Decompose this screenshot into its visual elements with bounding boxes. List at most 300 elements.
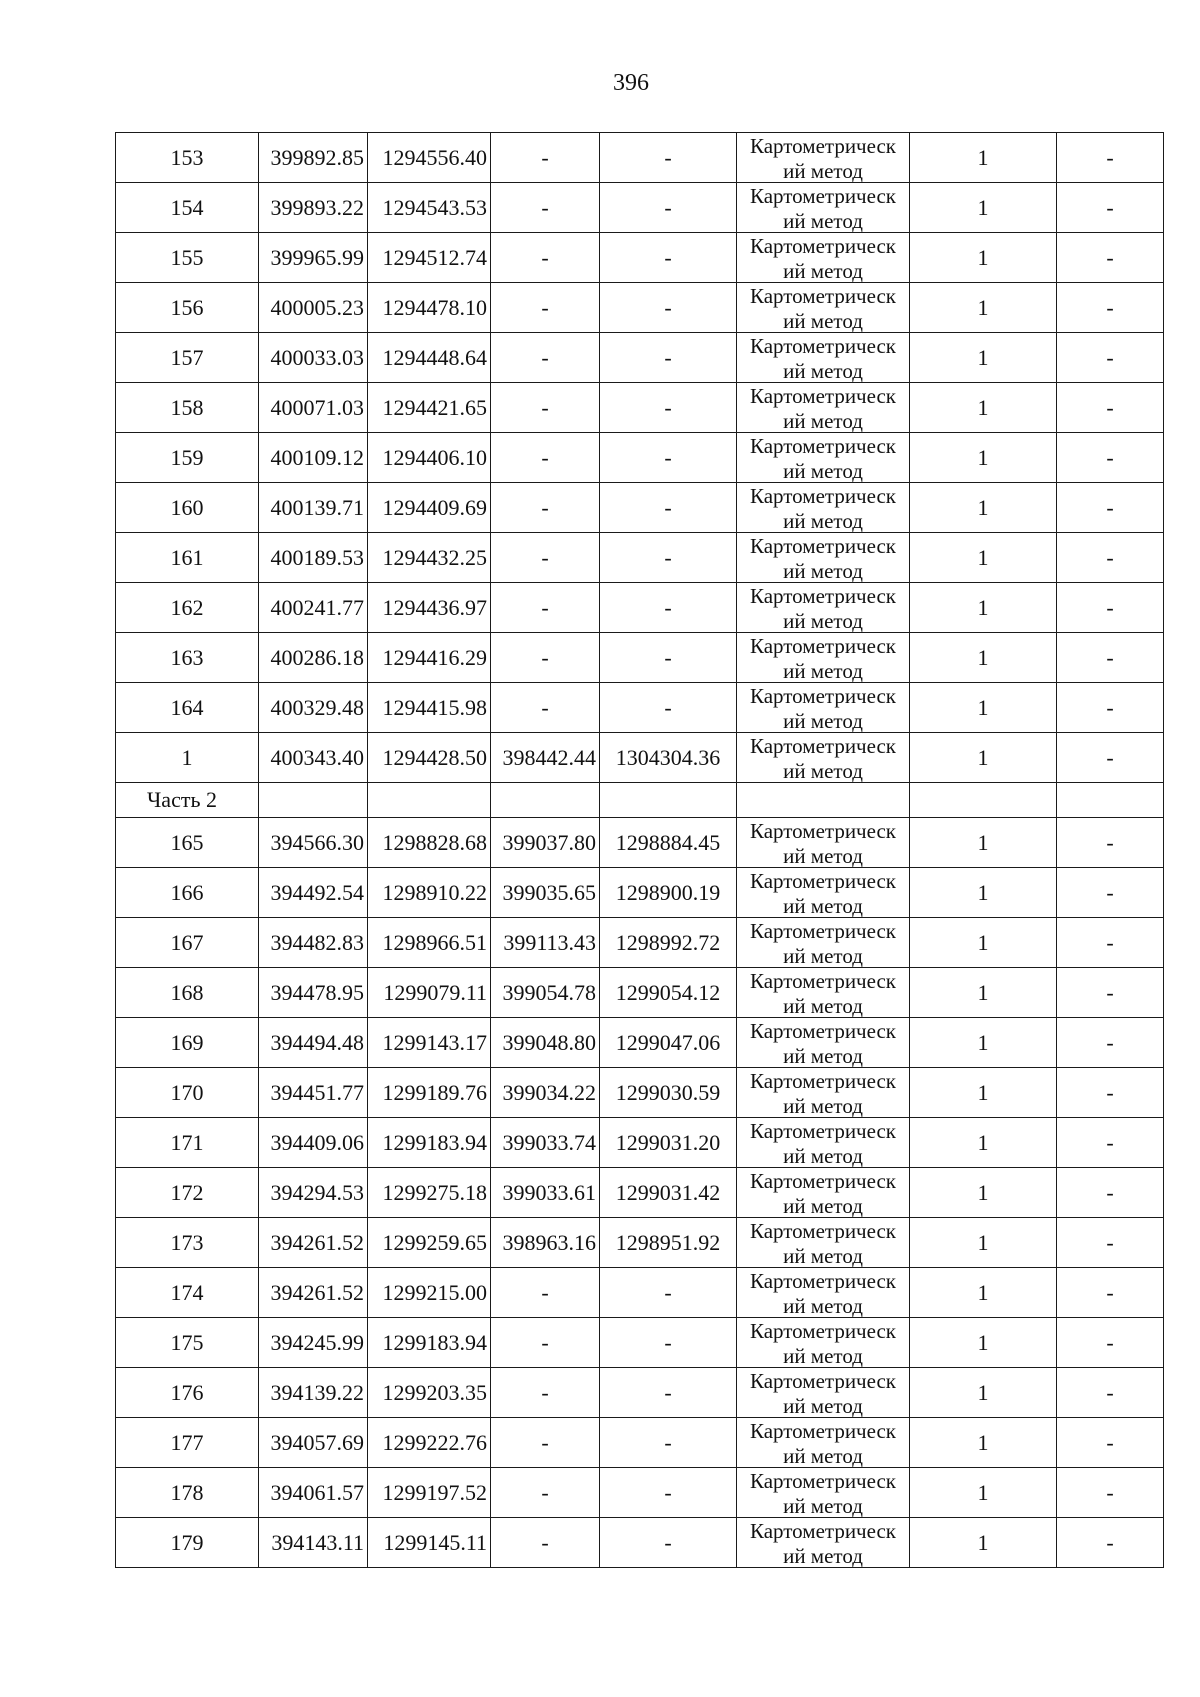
method-line: ий метод [783, 843, 863, 867]
y1-coordinate-cell: 1294448.64 [368, 333, 491, 383]
method-cell [737, 1318, 910, 1368]
point-number-cell: 167 [116, 918, 259, 968]
note-cell: - [1057, 1168, 1164, 1218]
table-row [116, 383, 1164, 433]
y1-coordinate-cell: 1294421.65 [368, 383, 491, 433]
y2-coordinate-cell: - [600, 633, 737, 683]
method-line: Картометрическ [750, 1018, 896, 1043]
method-line: Картометрическ [750, 1418, 896, 1443]
x1-coordinate-cell: 400189.53 [259, 533, 368, 583]
method-line: Картометрическ [750, 1068, 896, 1093]
accuracy-cell: 1 [910, 433, 1057, 483]
accuracy-cell: 1 [910, 583, 1057, 633]
method-cell [737, 1118, 910, 1168]
accuracy-cell: 1 [910, 868, 1057, 918]
accuracy-cell: 1 [910, 633, 1057, 683]
coordinates-table [115, 132, 1164, 1568]
y2-coordinate-cell: - [600, 183, 737, 233]
method-cell [737, 333, 910, 383]
method-text [737, 284, 909, 332]
method-cell [737, 818, 910, 868]
method-text [737, 1169, 909, 1217]
method-cell [737, 1068, 910, 1118]
x2-coordinate-cell: - [491, 133, 600, 183]
point-number-cell: 160 [116, 483, 259, 533]
accuracy-cell: 1 [910, 818, 1057, 868]
y1-coordinate-cell: 1294543.53 [368, 183, 491, 233]
method-text [737, 534, 909, 582]
note-cell: - [1057, 133, 1164, 183]
method-text [737, 584, 909, 632]
point-number-cell: 157 [116, 333, 259, 383]
method-line: ий метод [783, 758, 863, 782]
x1-coordinate-cell: 394478.95 [259, 968, 368, 1018]
y2-coordinate-cell: - [600, 133, 737, 183]
x1-coordinate-cell: 399892.85 [259, 133, 368, 183]
note-cell: - [1057, 383, 1164, 433]
y1-coordinate-cell: 1294406.10 [368, 433, 491, 483]
y2-coordinate-cell: - [600, 333, 737, 383]
method-text [737, 634, 909, 682]
accuracy-cell: 1 [910, 918, 1057, 968]
method-text [737, 819, 909, 867]
accuracy-cell: 1 [910, 1318, 1057, 1368]
method-line: ий метод [783, 1343, 863, 1367]
accuracy-cell: 1 [910, 1268, 1057, 1318]
method-line: ий метод [783, 1243, 863, 1267]
accuracy-cell: 1 [910, 1368, 1057, 1418]
method-line: ий метод [783, 1093, 863, 1117]
accuracy-cell: 1 [910, 233, 1057, 283]
accuracy-cell: 1 [910, 968, 1057, 1018]
y1-coordinate-cell: 1299183.94 [368, 1118, 491, 1168]
x2-coordinate-cell: - [491, 633, 600, 683]
point-number-cell: 164 [116, 683, 259, 733]
method-text [737, 734, 909, 782]
method-text [737, 1469, 909, 1517]
note-cell: - [1057, 1468, 1164, 1518]
table-row [116, 918, 1164, 968]
y1-coordinate-cell: 1299145.11 [368, 1518, 491, 1568]
table-row [116, 968, 1164, 1018]
x1-coordinate-cell: 400139.71 [259, 483, 368, 533]
point-number-cell: 177 [116, 1418, 259, 1468]
method-cell [737, 1168, 910, 1218]
note-cell: - [1057, 483, 1164, 533]
method-text [737, 484, 909, 532]
y1-coordinate-cell: 1294432.25 [368, 533, 491, 583]
y2-coordinate-cell: - [600, 683, 737, 733]
accuracy-cell: 1 [910, 1168, 1057, 1218]
method-line: ий метод [783, 358, 863, 382]
y2-coordinate-cell: - [600, 1468, 737, 1518]
x2-coordinate-cell: - [491, 1268, 600, 1318]
x1-coordinate-cell: 400109.12 [259, 433, 368, 483]
x2-coordinate-cell: 399033.61 [491, 1168, 600, 1218]
table-row [116, 483, 1164, 533]
x2-coordinate-cell: - [491, 183, 600, 233]
method-text [737, 1119, 909, 1167]
method-line: ий метод [783, 658, 863, 682]
method-cell [737, 968, 910, 1018]
method-text [737, 869, 909, 917]
x1-coordinate-cell: 400033.03 [259, 333, 368, 383]
method-cell [737, 733, 910, 783]
table-row [116, 1468, 1164, 1518]
method-cell [737, 183, 910, 233]
method-line: ий метод [783, 558, 863, 582]
accuracy-cell: 1 [910, 1118, 1057, 1168]
method-line: Картометрическ [750, 1268, 896, 1293]
point-number-cell: 156 [116, 283, 259, 333]
empty-cell [910, 783, 1057, 818]
y2-coordinate-cell: - [600, 283, 737, 333]
point-number-cell: 154 [116, 183, 259, 233]
method-line: ий метод [783, 893, 863, 917]
method-line: Картометрическ [750, 1368, 896, 1393]
method-text [737, 969, 909, 1017]
note-cell: - [1057, 1068, 1164, 1118]
note-cell: - [1057, 1318, 1164, 1368]
method-text [737, 1069, 909, 1117]
x1-coordinate-cell: 400329.48 [259, 683, 368, 733]
note-cell: - [1057, 433, 1164, 483]
x1-coordinate-cell: 394143.11 [259, 1518, 368, 1568]
method-text [737, 184, 909, 232]
method-cell [737, 683, 910, 733]
note-cell: - [1057, 1368, 1164, 1418]
accuracy-cell: 1 [910, 1218, 1057, 1268]
y1-coordinate-cell: 1294415.98 [368, 683, 491, 733]
method-cell [737, 1268, 910, 1318]
point-number-cell: 176 [116, 1368, 259, 1418]
method-line: Картометрическ [750, 133, 896, 158]
y2-coordinate-cell: - [600, 1418, 737, 1468]
y2-coordinate-cell: - [600, 483, 737, 533]
page-number: 396 [613, 70, 649, 96]
x1-coordinate-cell: 394566.30 [259, 818, 368, 868]
method-cell [737, 1518, 910, 1568]
y1-coordinate-cell: 1294416.29 [368, 633, 491, 683]
point-number-cell: 173 [116, 1218, 259, 1268]
table-row [116, 683, 1164, 733]
y2-coordinate-cell: 1299047.06 [600, 1018, 737, 1068]
accuracy-cell: 1 [910, 283, 1057, 333]
table-row [116, 533, 1164, 583]
method-cell [737, 1468, 910, 1518]
method-text [737, 1219, 909, 1267]
point-number-cell: 170 [116, 1068, 259, 1118]
table-row [116, 1318, 1164, 1368]
method-line: ий метод [783, 608, 863, 632]
table-row [116, 333, 1164, 383]
accuracy-cell: 1 [910, 1018, 1057, 1068]
note-cell: - [1057, 968, 1164, 1018]
table-row [116, 233, 1164, 283]
y2-coordinate-cell: 1298884.45 [600, 818, 737, 868]
method-line: Картометрическ [750, 383, 896, 408]
table-section-part-header [116, 783, 1164, 818]
x2-coordinate-cell: - [491, 583, 600, 633]
table-row [116, 868, 1164, 918]
method-line: Картометрическ [750, 283, 896, 308]
method-text [737, 334, 909, 382]
method-line: ий метод [783, 708, 863, 732]
method-cell [737, 1218, 910, 1268]
point-number-cell: 174 [116, 1268, 259, 1318]
y1-coordinate-cell: 1298828.68 [368, 818, 491, 868]
table-row [116, 583, 1164, 633]
note-cell: - [1057, 868, 1164, 918]
method-text [737, 919, 909, 967]
accuracy-cell: 1 [910, 183, 1057, 233]
accuracy-cell: 1 [910, 683, 1057, 733]
point-number-cell: 166 [116, 868, 259, 918]
point-number-cell: 162 [116, 583, 259, 633]
point-number-cell: 159 [116, 433, 259, 483]
table-section-part2 [116, 818, 1164, 1568]
y2-coordinate-cell: 1298992.72 [600, 918, 737, 968]
method-line: ий метод [783, 308, 863, 332]
y2-coordinate-cell: 1299031.20 [600, 1118, 737, 1168]
y2-coordinate-cell: - [600, 233, 737, 283]
method-cell [737, 633, 910, 683]
x1-coordinate-cell: 400286.18 [259, 633, 368, 683]
method-line: Картометрическ [750, 433, 896, 458]
x1-coordinate-cell: 394482.83 [259, 918, 368, 968]
x1-coordinate-cell: 394494.48 [259, 1018, 368, 1068]
note-cell: - [1057, 1268, 1164, 1318]
note-cell: - [1057, 918, 1164, 968]
method-cell [737, 868, 910, 918]
x1-coordinate-cell: 394409.06 [259, 1118, 368, 1168]
x2-coordinate-cell: 399033.74 [491, 1118, 600, 1168]
x2-coordinate-cell: 398963.16 [491, 1218, 600, 1268]
y1-coordinate-cell: 1294409.69 [368, 483, 491, 533]
note-cell: - [1057, 583, 1164, 633]
method-line: ий метод [783, 1143, 863, 1167]
x2-coordinate-cell: 399034.22 [491, 1068, 600, 1118]
method-line: Картометрическ [750, 1118, 896, 1143]
method-cell [737, 233, 910, 283]
method-text [737, 1269, 909, 1317]
x2-coordinate-cell: - [491, 533, 600, 583]
accuracy-cell: 1 [910, 733, 1057, 783]
note-cell: - [1057, 633, 1164, 683]
method-cell [737, 1018, 910, 1068]
note-cell: - [1057, 233, 1164, 283]
note-cell: - [1057, 1118, 1164, 1168]
point-number-cell: 169 [116, 1018, 259, 1068]
method-line: Картометрическ [750, 1218, 896, 1243]
table-row [116, 1218, 1164, 1268]
point-number-cell: 1 [116, 733, 259, 783]
x2-coordinate-cell: - [491, 233, 600, 283]
table-row [116, 1268, 1164, 1318]
y2-coordinate-cell: - [600, 533, 737, 583]
method-line: Картометрическ [750, 183, 896, 208]
point-number-cell: 161 [116, 533, 259, 583]
method-cell [737, 483, 910, 533]
method-line: ий метод [783, 258, 863, 282]
point-number-cell: 172 [116, 1168, 259, 1218]
method-cell [737, 583, 910, 633]
x2-coordinate-cell: - [491, 383, 600, 433]
x1-coordinate-cell: 399965.99 [259, 233, 368, 283]
note-cell: - [1057, 1518, 1164, 1568]
point-number-cell: 165 [116, 818, 259, 868]
method-text [737, 384, 909, 432]
method-line: ий метод [783, 1393, 863, 1417]
empty-cell [259, 783, 368, 818]
method-line: Картометрическ [750, 918, 896, 943]
x2-coordinate-cell: - [491, 1418, 600, 1468]
y1-coordinate-cell: 1299222.76 [368, 1418, 491, 1468]
point-number-cell: 153 [116, 133, 259, 183]
y2-coordinate-cell: 1298951.92 [600, 1218, 737, 1268]
method-line: ий метод [783, 158, 863, 182]
method-line: Картометрическ [750, 1318, 896, 1343]
table-row [116, 1518, 1164, 1568]
note-cell: - [1057, 1418, 1164, 1468]
method-line: ий метод [783, 208, 863, 232]
y1-coordinate-cell: 1299197.52 [368, 1468, 491, 1518]
method-line: Картометрическ [750, 1518, 896, 1543]
method-line: ий метод [783, 1493, 863, 1517]
method-text [737, 1319, 909, 1367]
method-line: Картометрическ [750, 968, 896, 993]
empty-cell [491, 783, 600, 818]
empty-cell [737, 783, 910, 818]
x2-coordinate-cell: - [491, 483, 600, 533]
method-cell [737, 133, 910, 183]
y1-coordinate-cell: 1299259.65 [368, 1218, 491, 1268]
y1-coordinate-cell: 1299215.00 [368, 1268, 491, 1318]
y2-coordinate-cell: - [600, 433, 737, 483]
y1-coordinate-cell: 1299079.11 [368, 968, 491, 1018]
table-row [116, 1418, 1164, 1468]
y2-coordinate-cell: 1299054.12 [600, 968, 737, 1018]
y2-coordinate-cell: 1299031.42 [600, 1168, 737, 1218]
method-cell [737, 918, 910, 968]
table-row [116, 133, 1164, 183]
method-text [737, 434, 909, 482]
y2-coordinate-cell: - [600, 1368, 737, 1418]
method-line: ий метод [783, 408, 863, 432]
x2-coordinate-cell: - [491, 283, 600, 333]
note-cell: - [1057, 183, 1164, 233]
x2-coordinate-cell: - [491, 1368, 600, 1418]
method-line: ий метод [783, 508, 863, 532]
x1-coordinate-cell: 400343.40 [259, 733, 368, 783]
accuracy-cell: 1 [910, 483, 1057, 533]
x2-coordinate-cell: - [491, 683, 600, 733]
note-cell: - [1057, 1018, 1164, 1068]
note-cell: - [1057, 1218, 1164, 1268]
y1-coordinate-cell: 1299183.94 [368, 1318, 491, 1368]
method-text [737, 1519, 909, 1567]
table-row [116, 183, 1164, 233]
method-line: ий метод [783, 1193, 863, 1217]
method-line: ий метод [783, 993, 863, 1017]
x2-coordinate-cell: - [491, 1518, 600, 1568]
method-line: Картометрическ [750, 733, 896, 758]
y2-coordinate-cell: - [600, 1268, 737, 1318]
method-line: Картометрическ [750, 868, 896, 893]
x1-coordinate-cell: 400005.23 [259, 283, 368, 333]
method-cell [737, 383, 910, 433]
empty-cell [600, 783, 737, 818]
method-line: Картометрическ [750, 483, 896, 508]
method-line: Картометрическ [750, 333, 896, 358]
accuracy-cell: 1 [910, 1518, 1057, 1568]
x1-coordinate-cell: 394057.69 [259, 1418, 368, 1468]
y2-coordinate-cell: 1298900.19 [600, 868, 737, 918]
note-cell: - [1057, 283, 1164, 333]
x2-coordinate-cell: - [491, 333, 600, 383]
x1-coordinate-cell: 400071.03 [259, 383, 368, 433]
table-row [116, 433, 1164, 483]
x1-coordinate-cell: 394294.53 [259, 1168, 368, 1218]
x1-coordinate-cell: 400241.77 [259, 583, 368, 633]
method-cell [737, 433, 910, 483]
table-row [116, 1118, 1164, 1168]
y1-coordinate-cell: 1299275.18 [368, 1168, 491, 1218]
x1-coordinate-cell: 394245.99 [259, 1318, 368, 1368]
method-cell [737, 1418, 910, 1468]
y1-coordinate-cell: 1294428.50 [368, 733, 491, 783]
x2-coordinate-cell: 399035.65 [491, 868, 600, 918]
x1-coordinate-cell: 399893.22 [259, 183, 368, 233]
method-line: Картометрическ [750, 233, 896, 258]
y1-coordinate-cell: 1298910.22 [368, 868, 491, 918]
method-text [737, 1419, 909, 1467]
method-text [737, 1019, 909, 1067]
point-number-cell: 158 [116, 383, 259, 433]
table-row [116, 1018, 1164, 1068]
y1-coordinate-cell: 1294478.10 [368, 283, 491, 333]
method-text [737, 1369, 909, 1417]
accuracy-cell: 1 [910, 533, 1057, 583]
y1-coordinate-cell: 1298966.51 [368, 918, 491, 968]
x2-coordinate-cell: - [491, 1468, 600, 1518]
method-text [737, 684, 909, 732]
accuracy-cell: 1 [910, 333, 1057, 383]
table-row [116, 283, 1164, 333]
table-row [116, 733, 1164, 783]
y1-coordinate-cell: 1294512.74 [368, 233, 491, 283]
y1-coordinate-cell: 1294436.97 [368, 583, 491, 633]
x1-coordinate-cell: 394139.22 [259, 1368, 368, 1418]
table-row [116, 1168, 1164, 1218]
point-number-cell: 175 [116, 1318, 259, 1368]
point-number-cell: 171 [116, 1118, 259, 1168]
method-line: Картометрическ [750, 1468, 896, 1493]
note-cell: - [1057, 533, 1164, 583]
method-text [737, 134, 909, 182]
x1-coordinate-cell: 394261.52 [259, 1268, 368, 1318]
y2-coordinate-cell: - [600, 583, 737, 633]
method-line: Картометрическ [750, 633, 896, 658]
y1-coordinate-cell: 1294556.40 [368, 133, 491, 183]
y1-coordinate-cell: 1299143.17 [368, 1018, 491, 1068]
x2-coordinate-cell: - [491, 433, 600, 483]
point-number-cell: 178 [116, 1468, 259, 1518]
x2-coordinate-cell: - [491, 1318, 600, 1368]
y2-coordinate-cell: - [600, 1518, 737, 1568]
point-number-cell: 168 [116, 968, 259, 1018]
method-line: Картометрическ [750, 1168, 896, 1193]
